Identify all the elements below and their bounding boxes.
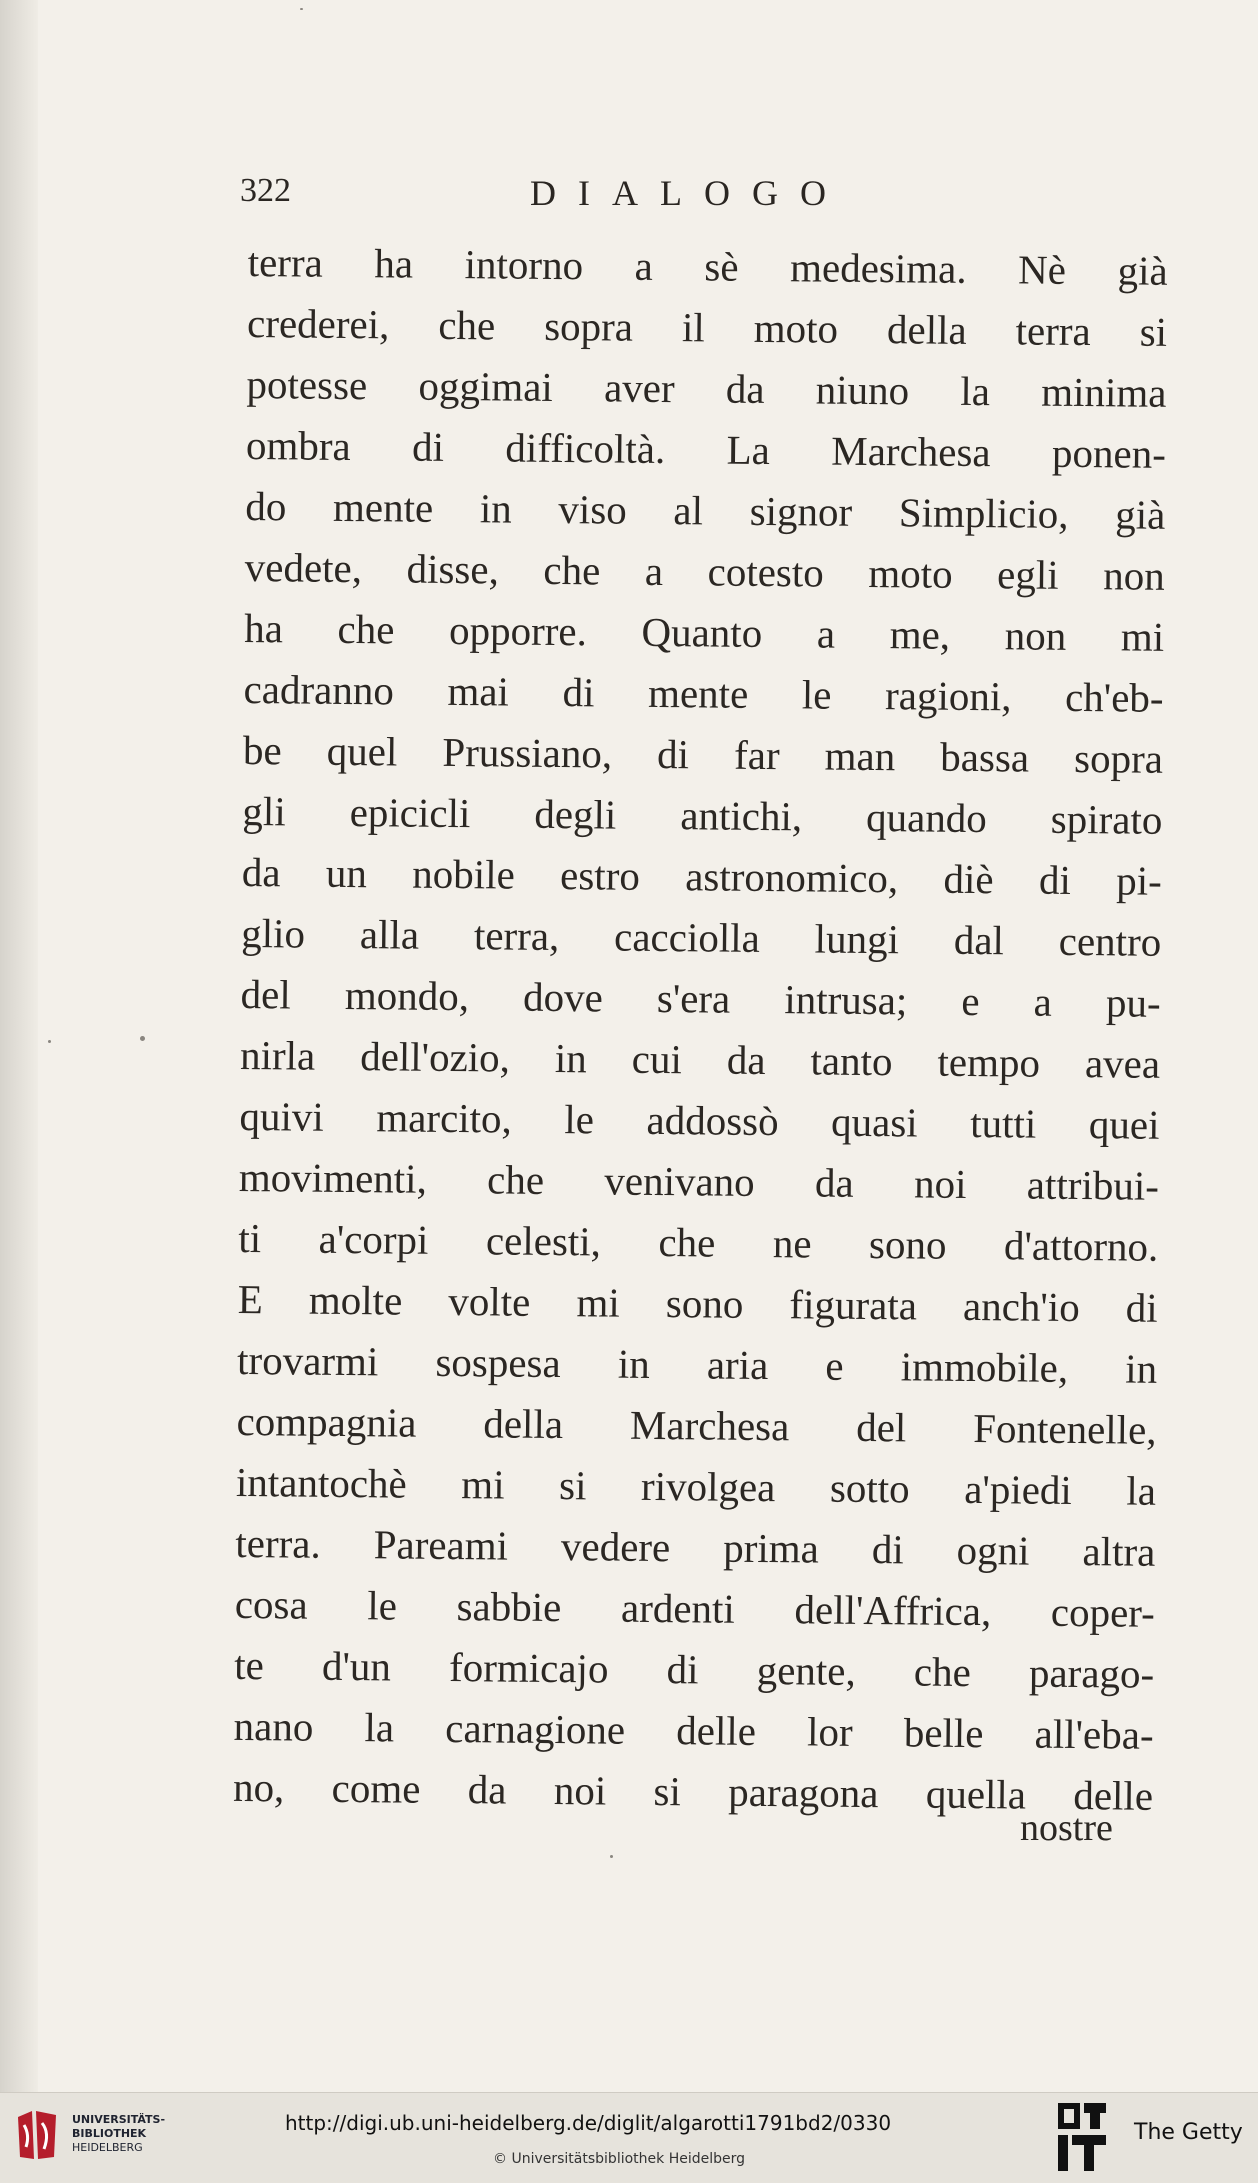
text-line: da un nobile estro astronomico, diè di pi- [241, 848, 1163, 904]
text-line: te d'un formicajo di gente, che parago- [234, 1641, 1155, 1697]
copyright-notice: © Universitätsbibliothek Heidelberg [493, 2151, 746, 2167]
library-name-line: UNIVERSITÄTS- [72, 2113, 166, 2126]
permalink-url[interactable]: http://digi.ub.uni-heidelberg.de/diglit/algarotti1791bd2/0330 [285, 2111, 892, 2135]
paper-speck [610, 1855, 613, 1858]
text-line: nirla dell'ozio, in cui da tanto tempo avea [239, 1031, 1161, 1087]
text-line: ha che opporre. Quanto a me, non mi [243, 604, 1165, 660]
text-line: vedete, disse, che a cotesto moto egli non [244, 543, 1165, 599]
text-line: compagnia della Marchesa del Fontenelle, [236, 1397, 1157, 1453]
text-line: ti a'corpi celesti, che ne sono d'attorno. [238, 1214, 1159, 1270]
text-line: do mente in viso al signor Simplicio, già [245, 482, 1166, 538]
text-line: terra. Pareami vedere prima di ogni altra [235, 1519, 1156, 1575]
page-header [240, 172, 1000, 222]
running-title: DIALOGO [530, 173, 848, 213]
text-line: cosa le sabbie ardenti dell'Affrica, coper- [234, 1580, 1156, 1636]
paper-speck [48, 1040, 51, 1043]
text-line: movimenti, che venivano da noi attribui- [238, 1153, 1160, 1209]
text-line: del mondo, dove s'era intrusa; e a pu- [240, 970, 1161, 1026]
text-line: cadranno mai di mente le ragioni, ch'eb- [243, 665, 1164, 721]
text-line: crederei, che sopra il moto della terra si [246, 299, 1168, 355]
page-gutter-shadow [0, 0, 38, 2092]
text-line: quivi marcito, le addossò quasi tutti quei [239, 1092, 1160, 1148]
body-text [233, 232, 1168, 1827]
heidelberg-university-library-logo [12, 2107, 62, 2163]
text-line: intantochè mi si rivolgea sotto a'piedi la [235, 1458, 1157, 1514]
footer-bar [0, 2092, 1258, 2183]
library-name-line: HEIDELBERG [72, 2141, 143, 2154]
text-line: no, come da noi si paragona quella delle [232, 1763, 1154, 1819]
getty-name: The Getty [1134, 2120, 1243, 2145]
text-line: glio alla terra, cacciolla lungi dal centro [241, 909, 1162, 965]
page-number: 322 [240, 172, 291, 209]
text-line: gli epicicli degli antichi, quando spirato [242, 787, 1163, 843]
text-line: ombra di difficoltà. La Marchesa ponen- [245, 421, 1167, 477]
text-line: E molte volte mi sono figurata anch'io di [237, 1275, 1158, 1331]
library-name-line: BIBLIOTHEK [72, 2127, 147, 2140]
text-line: terra ha intorno a sè medesima. Nè già [247, 238, 1168, 294]
text-line: be quel Prussiano, di far man bassa sopra [242, 726, 1164, 782]
library-name [72, 2113, 165, 2155]
paper-speck [300, 8, 303, 10]
getty-logo [1054, 2099, 1110, 2177]
text-line: trovarmi sospesa in aria e immobile, in [236, 1336, 1158, 1392]
text-line: potesse oggimai aver da niuno la minima [246, 360, 1167, 416]
catchword: nostre [1020, 1807, 1113, 1849]
text-line: nano la carnagione delle lor belle all'eba- [233, 1702, 1154, 1758]
paper-speck [140, 1036, 145, 1041]
